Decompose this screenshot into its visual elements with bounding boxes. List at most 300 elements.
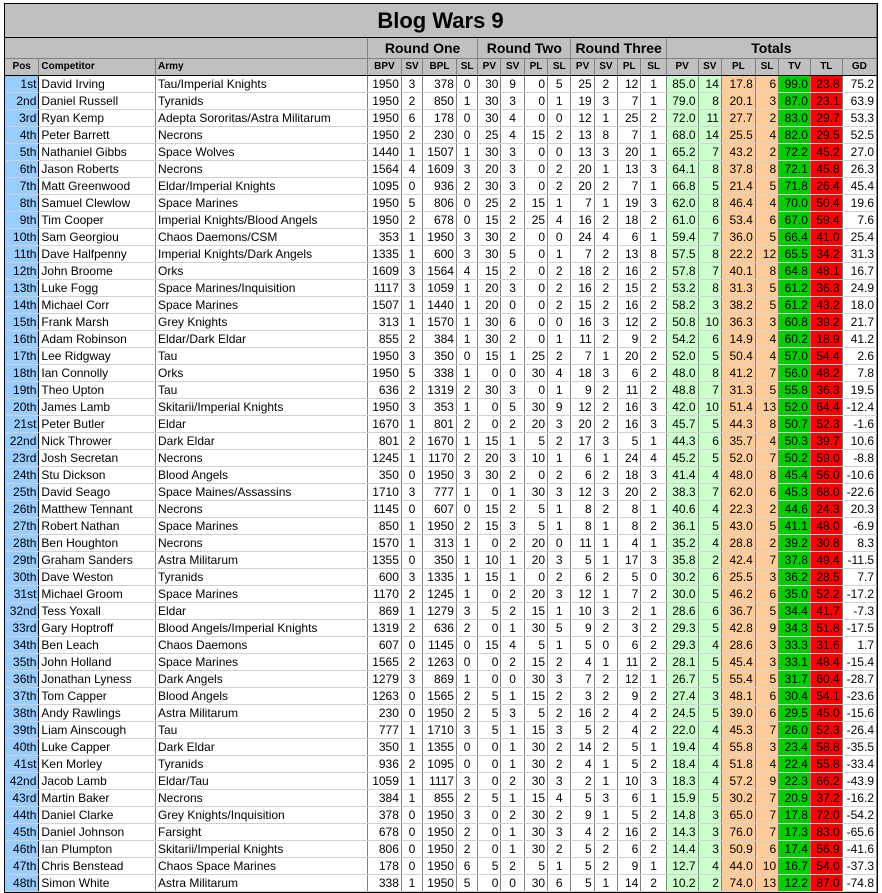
cell-total-tl: 37.2 bbox=[810, 790, 842, 807]
cell-r1-pv: 5 bbox=[478, 688, 501, 705]
cell-r1-pv: 30 bbox=[478, 467, 501, 484]
cell-r1-pv: 20 bbox=[478, 161, 501, 178]
cell-bpv: 1950 bbox=[367, 348, 401, 365]
cell-total-tv: 34.3 bbox=[779, 620, 811, 637]
cell-total-gd: 31.3 bbox=[842, 246, 876, 263]
cell-total-pl: 45.4 bbox=[721, 654, 755, 671]
cell-total-tl: 52.2 bbox=[810, 586, 842, 603]
cell-bpv: 1950 bbox=[367, 76, 401, 93]
cell-total-sv: 5 bbox=[698, 586, 721, 603]
cell-bsl: 1 bbox=[456, 297, 477, 314]
cell-total-pl: 28.8 bbox=[721, 535, 755, 552]
cell-total-sv: 5 bbox=[698, 654, 721, 671]
cell-r2-pl: 9 bbox=[618, 688, 641, 705]
cell-total-pl: 31.3 bbox=[721, 280, 755, 297]
cell-r1-sl: 4 bbox=[548, 365, 571, 382]
cell-r2-pl: 5 bbox=[618, 756, 641, 773]
cell-bpv: 806 bbox=[367, 841, 401, 858]
cell-total-sv: 14 bbox=[698, 76, 721, 93]
cell-bsl: 0 bbox=[456, 739, 477, 756]
cell-r1-pv: 30 bbox=[478, 229, 501, 246]
cell-total-pl: 42.8 bbox=[721, 620, 755, 637]
cell-bsl: 3 bbox=[456, 229, 477, 246]
cell-bsl: 1 bbox=[456, 93, 477, 110]
cell-bpv: 1095 bbox=[367, 178, 401, 195]
cell-total-tv: 39.2 bbox=[779, 535, 811, 552]
cell-r2-sv: 2 bbox=[594, 263, 617, 280]
cell-bsl: 2 bbox=[456, 841, 477, 858]
cell-total-tl: 36.3 bbox=[810, 382, 842, 399]
cell-position: 32nd bbox=[5, 603, 39, 620]
cell-total-sl: 4 bbox=[755, 433, 778, 450]
cell-r2-pl: 16 bbox=[618, 399, 641, 416]
cell-r1-pl: 5 bbox=[524, 637, 547, 654]
cell-r2-pl: 19 bbox=[618, 195, 641, 212]
cell-r1-sv: 1 bbox=[501, 722, 524, 739]
cell-total-gd: 75.2 bbox=[842, 76, 876, 93]
cell-r2-sl: 2 bbox=[641, 756, 666, 773]
cell-total-tv: 50.7 bbox=[779, 416, 811, 433]
cell-competitor: Robert Nathan bbox=[39, 518, 156, 535]
cell-r2-pl: 20 bbox=[618, 484, 641, 501]
cell-total-tv: 31.7 bbox=[779, 671, 811, 688]
cell-total-tl: 45.2 bbox=[810, 144, 842, 161]
cell-competitor: Tim Cooper bbox=[39, 212, 156, 229]
cell-total-tv: 17.4 bbox=[779, 841, 811, 858]
column-header: PV bbox=[666, 59, 698, 76]
cell-bsv: 2 bbox=[401, 620, 422, 637]
cell-bpl: 869 bbox=[423, 671, 457, 688]
cell-r1-pv: 20 bbox=[478, 297, 501, 314]
cell-total-tl: 41.7 bbox=[810, 603, 842, 620]
cell-r1-sv: 1 bbox=[501, 348, 524, 365]
cell-r2-pl: 14 bbox=[618, 875, 641, 892]
cell-total-tv: 45.4 bbox=[779, 467, 811, 484]
cell-r2-sl: 1 bbox=[641, 178, 666, 195]
cell-bsv: 1 bbox=[401, 229, 422, 246]
cell-total-pl: 48.0 bbox=[721, 467, 755, 484]
cell-bpv: 1507 bbox=[367, 297, 401, 314]
cell-total-sl: 5 bbox=[755, 178, 778, 195]
cell-total-gd: 10.6 bbox=[842, 433, 876, 450]
cell-total-pl: 42.4 bbox=[721, 552, 755, 569]
cell-bsl: 3 bbox=[456, 722, 477, 739]
cell-total-sv: 8 bbox=[698, 246, 721, 263]
cell-bsv: 0 bbox=[401, 637, 422, 654]
cell-r1-sl: 6 bbox=[548, 875, 571, 892]
cell-army: Necrons bbox=[156, 127, 368, 144]
cell-r2-pv: 19 bbox=[571, 93, 594, 110]
cell-total-tv: 60.8 bbox=[779, 314, 811, 331]
cell-total-tl: 58.8 bbox=[810, 739, 842, 756]
cell-total-pv: 45.7 bbox=[666, 416, 698, 433]
cell-total-tv: 56.0 bbox=[779, 365, 811, 382]
cell-total-gd: 20.3 bbox=[842, 501, 876, 518]
cell-r2-pl: 15 bbox=[618, 280, 641, 297]
cell-r2-pl: 11 bbox=[618, 382, 641, 399]
cell-total-sv: 6 bbox=[698, 212, 721, 229]
cell-total-sv: 4 bbox=[698, 637, 721, 654]
cell-total-sl: 7 bbox=[755, 365, 778, 382]
cell-bpv: 353 bbox=[367, 229, 401, 246]
cell-r1-sl: 1 bbox=[548, 382, 571, 399]
cell-total-pl: 36.0 bbox=[721, 229, 755, 246]
cell-bsv: 2 bbox=[401, 756, 422, 773]
cell-total-sv: 6 bbox=[698, 603, 721, 620]
cell-total-pv: 28.6 bbox=[666, 603, 698, 620]
cell-total-tl: 54.4 bbox=[810, 348, 842, 365]
cell-bpv: 1950 bbox=[367, 399, 401, 416]
table-row bbox=[5, 501, 877, 518]
cell-bsl: 1 bbox=[456, 314, 477, 331]
cell-total-pv: 28.1 bbox=[666, 654, 698, 671]
cell-bsl: 0 bbox=[456, 501, 477, 518]
cell-total-gd: -54.2 bbox=[842, 807, 876, 824]
cell-total-sl: 7 bbox=[755, 790, 778, 807]
cell-total-pl: 36.7 bbox=[721, 603, 755, 620]
cell-bpl: 850 bbox=[423, 93, 457, 110]
cell-total-tv: 34.4 bbox=[779, 603, 811, 620]
cell-competitor: Samuel Clewlow bbox=[39, 195, 156, 212]
cell-total-pv: 53.2 bbox=[666, 280, 698, 297]
cell-competitor: Michael Groom bbox=[39, 586, 156, 603]
cell-total-gd: 45.4 bbox=[842, 178, 876, 195]
cell-total-tv: 60.2 bbox=[779, 331, 811, 348]
cell-r2-pl: 5 bbox=[618, 807, 641, 824]
cell-position: 48th bbox=[5, 875, 39, 892]
cell-position: 2nd bbox=[5, 93, 39, 110]
cell-r2-sl: 2 bbox=[641, 807, 666, 824]
cell-bsl: 2 bbox=[456, 688, 477, 705]
cell-bsv: 2 bbox=[401, 331, 422, 348]
cell-army: Space Marines bbox=[156, 195, 368, 212]
cell-bsl: 6 bbox=[456, 858, 477, 875]
cell-r2-pv: 6 bbox=[571, 569, 594, 586]
cell-r2-pl: 6 bbox=[618, 790, 641, 807]
cell-bpv: 1565 bbox=[367, 654, 401, 671]
cell-total-gd: 19.5 bbox=[842, 382, 876, 399]
cell-total-gd: 7.6 bbox=[842, 212, 876, 229]
cell-bpl: 1950 bbox=[423, 705, 457, 722]
cell-bsl: 0 bbox=[456, 76, 477, 93]
cell-r2-pv: 5 bbox=[571, 841, 594, 858]
cell-total-tv: 99.0 bbox=[779, 76, 811, 93]
cell-r2-sl: 1 bbox=[641, 671, 666, 688]
table-row bbox=[5, 654, 877, 671]
cell-total-gd: 16.7 bbox=[842, 263, 876, 280]
cell-r1-pl: 0 bbox=[524, 297, 547, 314]
cell-total-sv: 5 bbox=[698, 620, 721, 637]
cell-total-tl: 52.3 bbox=[810, 416, 842, 433]
cell-bpv: 1950 bbox=[367, 212, 401, 229]
cell-total-tl: 56.0 bbox=[810, 467, 842, 484]
cell-bpv: 1609 bbox=[367, 263, 401, 280]
cell-total-tv: 50.3 bbox=[779, 433, 811, 450]
table-row bbox=[5, 365, 877, 382]
cell-total-sl: 6 bbox=[755, 586, 778, 603]
cell-r2-sv: 2 bbox=[594, 76, 617, 93]
cell-r2-pl: 13 bbox=[618, 161, 641, 178]
cell-position: 33rd bbox=[5, 620, 39, 637]
cell-r2-sl: 2 bbox=[641, 875, 666, 892]
cell-total-pl: 31.3 bbox=[721, 382, 755, 399]
column-header: TL bbox=[810, 59, 842, 76]
cell-total-sv: 5 bbox=[698, 450, 721, 467]
cell-army: Imperial Knights/Dark Angels bbox=[156, 246, 368, 263]
cell-army: Orks bbox=[156, 263, 368, 280]
cell-r2-pv: 5 bbox=[571, 552, 594, 569]
cell-r2-pl: 16 bbox=[618, 416, 641, 433]
cell-bsl: 1 bbox=[456, 552, 477, 569]
cell-r2-sl: 3 bbox=[641, 399, 666, 416]
cell-r1-pv: 15 bbox=[478, 263, 501, 280]
cell-r1-pl: 0 bbox=[524, 144, 547, 161]
cell-r2-pl: 5 bbox=[618, 433, 641, 450]
cell-total-sl: 4 bbox=[755, 195, 778, 212]
cell-bsv: 2 bbox=[401, 382, 422, 399]
cell-r2-pl: 24 bbox=[618, 450, 641, 467]
cell-total-tl: 43.2 bbox=[810, 297, 842, 314]
cell-r2-pl: 7 bbox=[618, 586, 641, 603]
cell-total-pv: 24.5 bbox=[666, 705, 698, 722]
cell-total-pl: 50.9 bbox=[721, 841, 755, 858]
cell-bsl: 1 bbox=[456, 331, 477, 348]
cell-bsv: 1 bbox=[401, 875, 422, 892]
cell-total-gd: 26.3 bbox=[842, 161, 876, 178]
cell-r2-pv: 15 bbox=[571, 297, 594, 314]
cell-r1-pl: 30 bbox=[524, 365, 547, 382]
cell-bpl: 230 bbox=[423, 127, 457, 144]
cell-bsv: 2 bbox=[401, 127, 422, 144]
cell-total-pl: 43.2 bbox=[721, 144, 755, 161]
cell-r2-pv: 11 bbox=[571, 331, 594, 348]
cell-competitor: Ben Houghton bbox=[39, 535, 156, 552]
cell-total-sv: 8 bbox=[698, 365, 721, 382]
cell-total-tl: 48.4 bbox=[810, 654, 842, 671]
cell-bsl: 2 bbox=[456, 382, 477, 399]
cell-r1-sl: 1 bbox=[548, 331, 571, 348]
cell-r2-pl: 6 bbox=[618, 637, 641, 654]
cell-r2-pv: 20 bbox=[571, 161, 594, 178]
cell-r2-pv: 4 bbox=[571, 756, 594, 773]
cell-total-pv: 50.8 bbox=[666, 314, 698, 331]
cell-total-gd: 19.6 bbox=[842, 195, 876, 212]
cell-r2-sl: 2 bbox=[641, 263, 666, 280]
cell-r2-sl: 2 bbox=[641, 484, 666, 501]
cell-r2-pv: 24 bbox=[571, 229, 594, 246]
cell-bsv: 0 bbox=[401, 807, 422, 824]
cell-r1-pl: 0 bbox=[524, 110, 547, 127]
cell-total-sv: 4 bbox=[698, 739, 721, 756]
cell-position: 13th bbox=[5, 280, 39, 297]
cell-r2-sv: 2 bbox=[594, 246, 617, 263]
cell-r1-sl: 2 bbox=[548, 467, 571, 484]
cell-r1-pl: 25 bbox=[524, 348, 547, 365]
cell-total-gd: -11.5 bbox=[842, 552, 876, 569]
cell-total-pl: 53.4 bbox=[721, 212, 755, 229]
cell-total-tl: 18.9 bbox=[810, 331, 842, 348]
cell-bsv: 3 bbox=[401, 280, 422, 297]
group-blank bbox=[5, 38, 367, 59]
cell-bsv: 0 bbox=[401, 858, 422, 875]
cell-competitor: Adam Robinson bbox=[39, 331, 156, 348]
cell-competitor: Ryan Kemp bbox=[39, 110, 156, 127]
cell-r1-pv: 15 bbox=[478, 348, 501, 365]
cell-bpl: 1355 bbox=[423, 739, 457, 756]
cell-total-tl: 66.2 bbox=[810, 773, 842, 790]
cell-total-pl: 55.4 bbox=[721, 671, 755, 688]
cell-competitor: Luke Capper bbox=[39, 739, 156, 756]
cell-bpl: 1609 bbox=[423, 161, 457, 178]
cell-r2-sl: 2 bbox=[641, 841, 666, 858]
cell-r1-sv: 1 bbox=[501, 756, 524, 773]
cell-r2-sl: 2 bbox=[641, 365, 666, 382]
cell-army: Tau bbox=[156, 348, 368, 365]
cell-r2-sv: 1 bbox=[594, 195, 617, 212]
cell-total-tl: 54.0 bbox=[810, 858, 842, 875]
cell-r2-pv: 12 bbox=[571, 110, 594, 127]
cell-r2-pl: 4 bbox=[618, 705, 641, 722]
column-header: TV bbox=[779, 59, 811, 76]
cell-total-tv: 33.3 bbox=[779, 637, 811, 654]
column-header: GD bbox=[842, 59, 876, 76]
cell-r2-pv: 5 bbox=[571, 790, 594, 807]
cell-r1-pv: 0 bbox=[478, 841, 501, 858]
cell-total-pl: 38.2 bbox=[721, 297, 755, 314]
cell-total-tv: 83.0 bbox=[779, 110, 811, 127]
group-round-two: Round Two bbox=[478, 38, 571, 59]
cell-r2-sl: 1 bbox=[641, 603, 666, 620]
cell-total-pv: 14.3 bbox=[666, 824, 698, 841]
cell-r2-sv: 1 bbox=[594, 875, 617, 892]
cell-bsl: 3 bbox=[456, 161, 477, 178]
cell-r2-pv: 8 bbox=[571, 501, 594, 518]
cell-total-tv: 30.4 bbox=[779, 688, 811, 705]
cell-total-tl: 83.0 bbox=[810, 824, 842, 841]
cell-r2-pl: 3 bbox=[618, 620, 641, 637]
cell-total-tv: 66.4 bbox=[779, 229, 811, 246]
table-row bbox=[5, 671, 877, 688]
cell-bsv: 1 bbox=[401, 450, 422, 467]
cell-competitor: Tom Capper bbox=[39, 688, 156, 705]
cell-r2-pv: 5 bbox=[571, 875, 594, 892]
cell-r1-sl: 2 bbox=[548, 569, 571, 586]
column-header: Army bbox=[156, 59, 368, 76]
cell-r1-sl: 4 bbox=[548, 212, 571, 229]
cell-r1-sv: 9 bbox=[501, 76, 524, 93]
cell-total-pv: 48.0 bbox=[666, 365, 698, 382]
cell-army: Space Marines bbox=[156, 518, 368, 535]
cell-r2-pv: 4 bbox=[571, 654, 594, 671]
cell-position: 16th bbox=[5, 331, 39, 348]
cell-total-sv: 8 bbox=[698, 195, 721, 212]
cell-bpl: 607 bbox=[423, 501, 457, 518]
cell-position: 4th bbox=[5, 127, 39, 144]
cell-position: 44th bbox=[5, 807, 39, 824]
cell-r1-sl: 5 bbox=[548, 620, 571, 637]
cell-r1-sv: 1 bbox=[501, 620, 524, 637]
cell-r1-pl: 30 bbox=[524, 739, 547, 756]
cell-position: 31st bbox=[5, 586, 39, 603]
cell-r2-sv: 1 bbox=[594, 535, 617, 552]
cell-r1-pl: 30 bbox=[524, 807, 547, 824]
cell-total-sv: 3 bbox=[698, 807, 721, 824]
cell-total-tv: 55.8 bbox=[779, 382, 811, 399]
standings-body bbox=[5, 76, 877, 892]
cell-r2-sv: 3 bbox=[594, 314, 617, 331]
cell-army: Astra Militarum bbox=[156, 705, 368, 722]
cell-bpl: 1710 bbox=[423, 722, 457, 739]
cell-total-tl: 87.0 bbox=[810, 875, 842, 892]
cell-competitor: Simon White bbox=[39, 875, 156, 892]
column-header: BPL bbox=[423, 59, 457, 76]
cell-bpl: 1950 bbox=[423, 807, 457, 824]
table-row bbox=[5, 586, 877, 603]
cell-total-tv: 17.8 bbox=[779, 807, 811, 824]
cell-competitor: Nick Thrower bbox=[39, 433, 156, 450]
cell-r2-sl: 2 bbox=[641, 654, 666, 671]
cell-total-tl: 36.3 bbox=[810, 280, 842, 297]
cell-total-pv: 42.0 bbox=[666, 399, 698, 416]
cell-bpl: 1950 bbox=[423, 824, 457, 841]
cell-r2-pl: 6 bbox=[618, 841, 641, 858]
cell-r2-sl: 3 bbox=[641, 467, 666, 484]
cell-total-sl: 4 bbox=[755, 756, 778, 773]
cell-r1-pl: 20 bbox=[524, 552, 547, 569]
table-row bbox=[5, 93, 877, 110]
cell-r1-sl: 2 bbox=[548, 280, 571, 297]
cell-r1-sv: 3 bbox=[501, 518, 524, 535]
cell-r2-sv: 2 bbox=[594, 382, 617, 399]
cell-total-pl: 74.0 bbox=[721, 875, 755, 892]
cell-total-sv: 6 bbox=[698, 433, 721, 450]
cell-r1-sl: 3 bbox=[548, 416, 571, 433]
cell-position: 20th bbox=[5, 399, 39, 416]
cell-bpl: 600 bbox=[423, 246, 457, 263]
cell-competitor: Chris Benstead bbox=[39, 858, 156, 875]
table-row bbox=[5, 841, 877, 858]
cell-bpv: 350 bbox=[367, 467, 401, 484]
cell-total-pv: 48.8 bbox=[666, 382, 698, 399]
cell-r1-pv: 0 bbox=[478, 671, 501, 688]
cell-r1-pl: 0 bbox=[524, 76, 547, 93]
cell-r1-sv: 3 bbox=[501, 161, 524, 178]
cell-total-tl: 28.5 bbox=[810, 569, 842, 586]
cell-total-pl: 62.0 bbox=[721, 484, 755, 501]
cell-army: Skitarii/Imperial Knights bbox=[156, 399, 368, 416]
cell-position: 22nd bbox=[5, 433, 39, 450]
cell-r2-sv: 3 bbox=[594, 365, 617, 382]
cell-bpl: 678 bbox=[423, 212, 457, 229]
cell-bsl: 0 bbox=[456, 127, 477, 144]
cell-r2-pl: 12 bbox=[618, 671, 641, 688]
cell-army: Chaos Daemons bbox=[156, 637, 368, 654]
cell-competitor: Nathaniel Gibbs bbox=[39, 144, 156, 161]
cell-total-sl: 5 bbox=[755, 297, 778, 314]
cell-total-sl: 2 bbox=[755, 144, 778, 161]
cell-bpv: 384 bbox=[367, 790, 401, 807]
cell-r1-pv: 5 bbox=[478, 603, 501, 620]
cell-r1-sv: 3 bbox=[501, 93, 524, 110]
cell-total-gd: 7.7 bbox=[842, 569, 876, 586]
cell-r2-sv: 2 bbox=[594, 858, 617, 875]
cell-r2-sl: 2 bbox=[641, 518, 666, 535]
cell-total-sl: 7 bbox=[755, 450, 778, 467]
cell-position: 23rd bbox=[5, 450, 39, 467]
cell-total-tv: 52.0 bbox=[779, 399, 811, 416]
cell-bsl: 3 bbox=[456, 773, 477, 790]
table-row bbox=[5, 212, 877, 229]
